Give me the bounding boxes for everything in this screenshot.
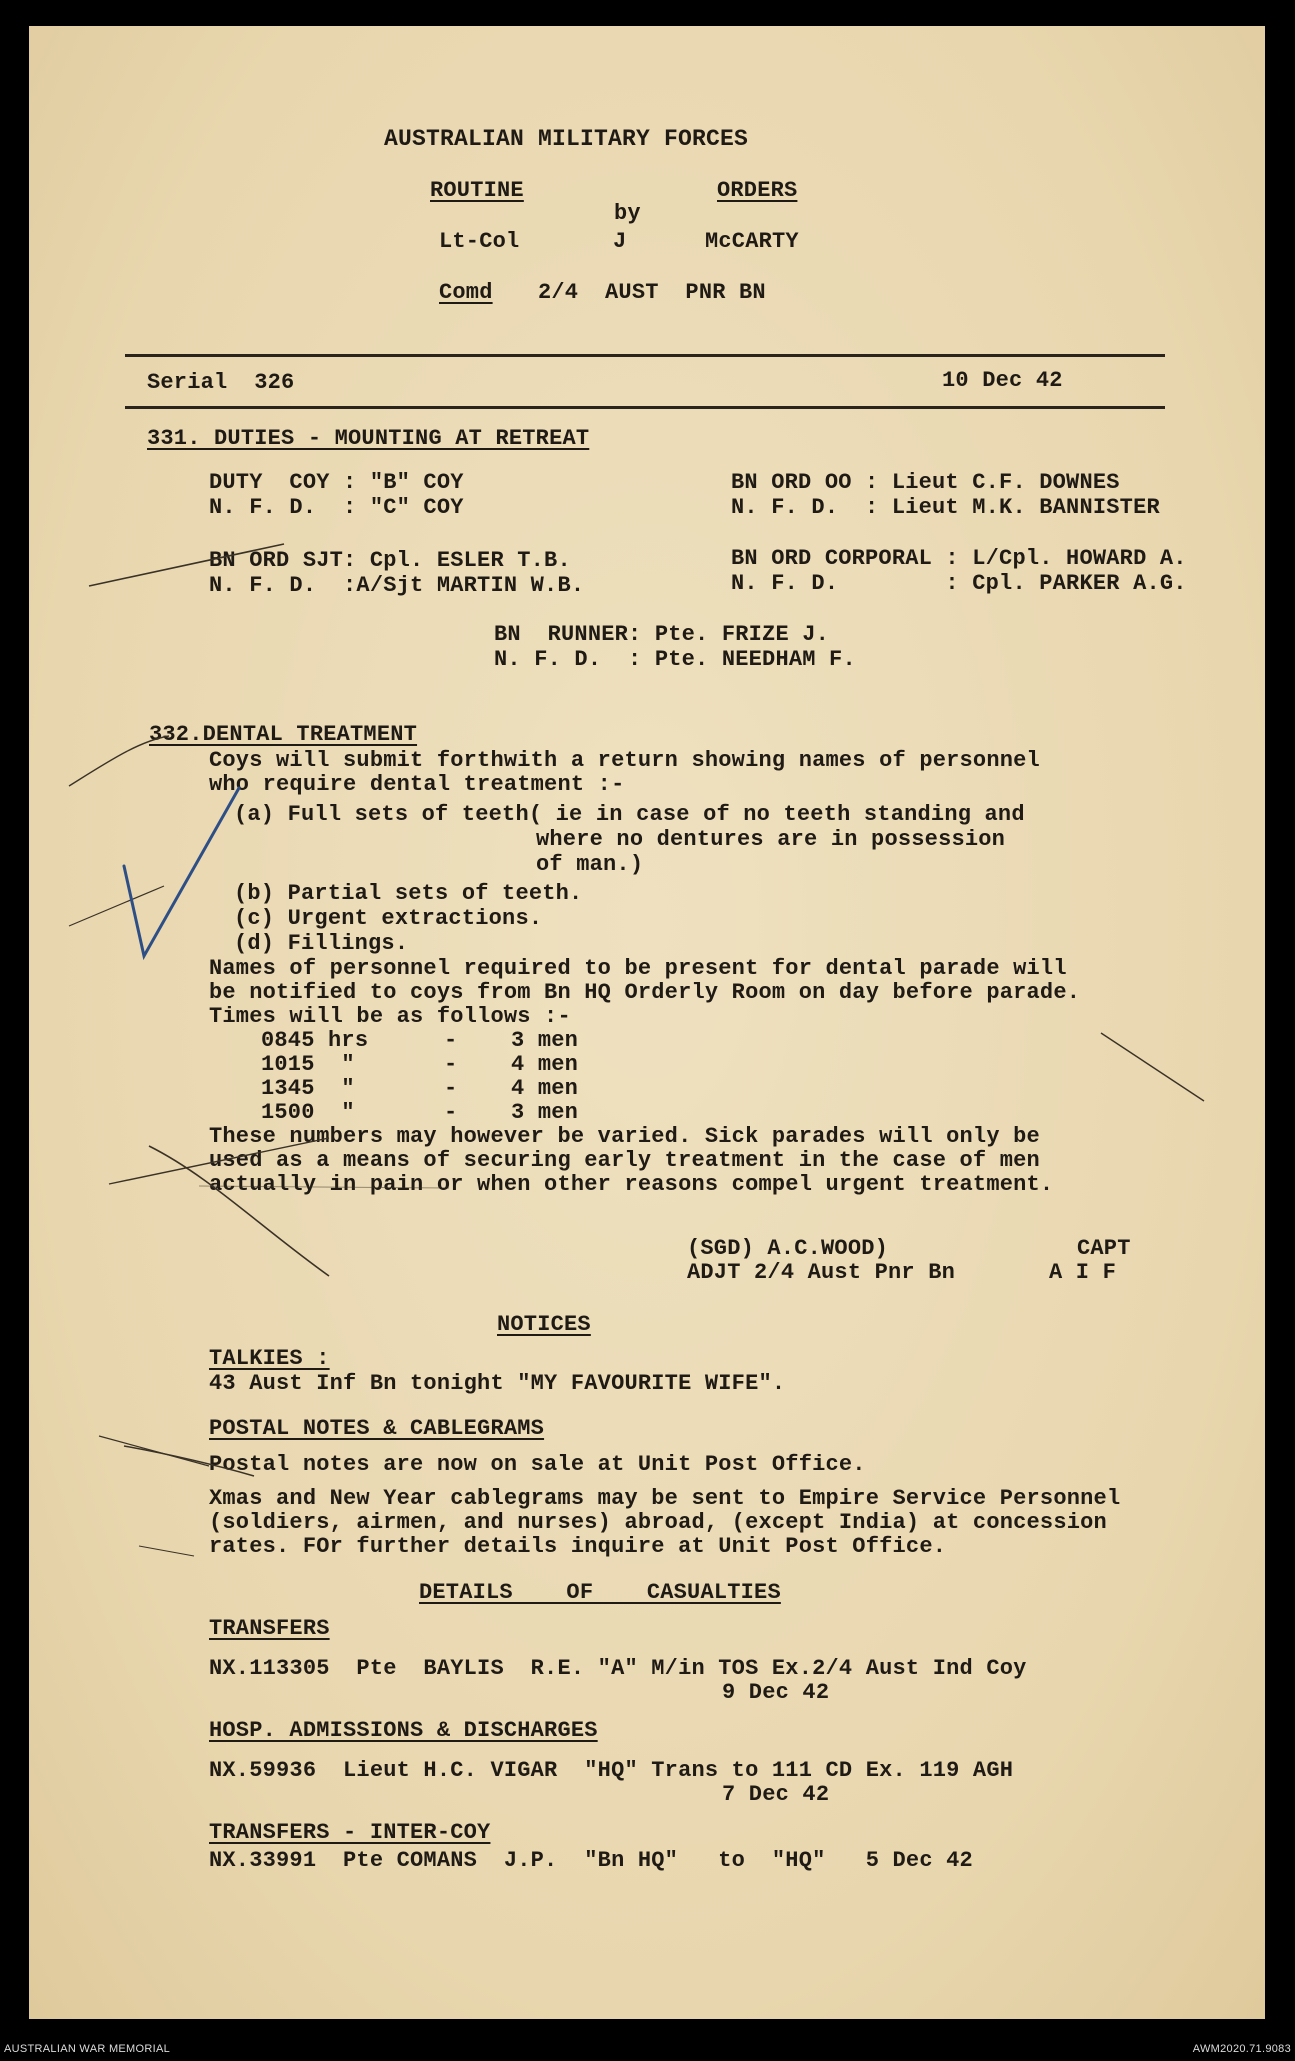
commander-rank: Lt-Col [439,229,520,254]
dental-para-3: Names of personnel required to be present for dental parade will [209,956,1067,981]
signed-by: (SGD) A.C.WOOD) [687,1236,889,1261]
commander-name: McCARTY [705,229,799,254]
notices-heading: NOTICES [497,1312,591,1337]
cablegram-text-3: rates. FOr further details inquire at Unit Post Office. [209,1534,947,1559]
commander-initial: J [613,229,627,254]
dental-item-a-cont: where no dentures are in possession [536,827,1006,852]
nfd-corporal: N. F. D. : Cpl. PARKER A.G. [731,571,1187,596]
postal-heading: POSTAL NOTES & CABLEGRAMS [209,1416,545,1441]
bn-ord-sjt: BN ORD SJT: Cpl. ESLER T.B. [209,548,571,573]
item-332-heading: 332.DENTAL TREATMENT [149,722,418,747]
dental-para-7: used as a means of securing early treatment in the case of men [209,1148,1040,1173]
item-331-heading: 331. DUTIES - MOUNTING AT RETREAT [147,426,590,451]
dental-item-d: (d) Fillings. [234,931,409,956]
dental-para-5: Times will be as follows :- [209,1004,571,1029]
by-label: by [614,201,641,226]
transfers-heading: TRANSFERS [209,1616,330,1641]
serial-number: Serial 326 [147,370,295,395]
cablegram-text-1: Xmas and New Year cablegrams may be sent to Empire Service Personnel [209,1486,1121,1511]
time-slot-count: - 3 men [444,1100,579,1125]
transfer-entry: NX.113305 Pte BAYLIS R.E. "A" M/in TOS Ex.2/4 Aust Ind Coy [209,1656,1027,1681]
nfd-coy: N. F. D. : "C" COY [209,495,464,520]
dental-para-2: who require dental treatment :- [209,772,625,797]
document-page [29,26,1265,2019]
inter-coy-heading: TRANSFERS - INTER-COY [209,1820,491,1845]
talkies-text: 43 Aust Inf Bn tonight "MY FAVOURITE WIFE". [209,1371,786,1396]
duty-coy: DUTY COY : "B" COY [209,470,464,495]
order-date: 10 Dec 42 [942,368,1063,393]
inter-coy-entry: NX.33991 Pte COMANS J.P. "Bn HQ" to "HQ" 5 Dec 42 [209,1848,973,1873]
casualties-heading: DETAILS OF CASUALTIES [419,1580,781,1605]
signer-rank: CAPT [1077,1236,1131,1261]
footer-credit: AUSTRALIAN WAR MEMORIAL [4,2043,171,2055]
cablegram-text-2: (soldiers, airmen, and nurses) abroad, (except India) at concession [209,1510,1107,1535]
postal-text: Postal notes are now on sale at Unit Post Office. [209,1452,866,1477]
dental-item-a-cont2: of man.) [536,852,644,877]
nfd-officer: N. F. D. : Lieut M.K. BANNISTER [731,495,1160,520]
hosp-heading: HOSP. ADMISSIONS & DISCHARGES [209,1718,598,1743]
dental-para-1: Coys will submit forthwith a return showing names of personnel [209,748,1040,773]
talkies-heading: TALKIES : [209,1346,330,1371]
time-slot: 1345 " [261,1076,355,1101]
orders-label: ORDERS [717,178,798,203]
hosp-entry-date: 7 Dec 42 [722,1782,830,1807]
time-slot-count: - 3 men [444,1028,579,1053]
transfer-entry-date: 9 Dec 42 [722,1680,830,1705]
nfd-sjt: N. F. D. :A/Sjt MARTIN W.B. [209,573,585,598]
dental-para-6: These numbers may however be varied. Sick parades will only be [209,1124,1040,1149]
bn-ord-officer: BN ORD OO : Lieut C.F. DOWNES [731,470,1120,495]
signer-appointment: ADJT 2/4 Aust Pnr Bn [687,1260,956,1285]
footer-accession: AWM2020.71.9083 [1192,2043,1291,2055]
dental-item-a: (a) Full sets of teeth( ie in case of no teeth standing and [234,802,1025,827]
dental-item-b: (b) Partial sets of teeth. [234,881,583,906]
time-slot: 0845 hrs [261,1028,369,1053]
unit-name: 2/4 AUST PNR BN [538,280,766,305]
bn-runner: BN RUNNER: Pte. FRIZE J. [494,622,830,647]
comd-label: Comd [439,280,493,305]
nfd-runner: N. F. D. : Pte. NEEDHAM F. [494,647,856,672]
dental-para-4: be notified to coys from Bn HQ Orderly Room on day before parade. [209,980,1081,1005]
routine-label: ROUTINE [430,178,524,203]
dental-item-c: (c) Urgent extractions. [234,906,543,931]
handwritten-marks [29,26,1265,2019]
hosp-entry: NX.59936 Lieut H.C. VIGAR "HQ" Trans to 111 CD Ex. 119 AGH [209,1758,1014,1783]
time-slot: 1500 " [261,1100,355,1125]
force-title: AUSTRALIAN MILITARY FORCES [384,126,749,152]
bn-ord-corporal: BN ORD CORPORAL : L/Cpl. HOWARD A. [731,546,1187,571]
time-slot: 1015 " [261,1052,355,1077]
signer-force: A I F [1049,1260,1117,1285]
time-slot-count: - 4 men [444,1052,579,1077]
dental-para-8: actually in pain or when other reasons compel urgent treatment. [209,1172,1054,1197]
time-slot-count: - 4 men [444,1076,579,1101]
